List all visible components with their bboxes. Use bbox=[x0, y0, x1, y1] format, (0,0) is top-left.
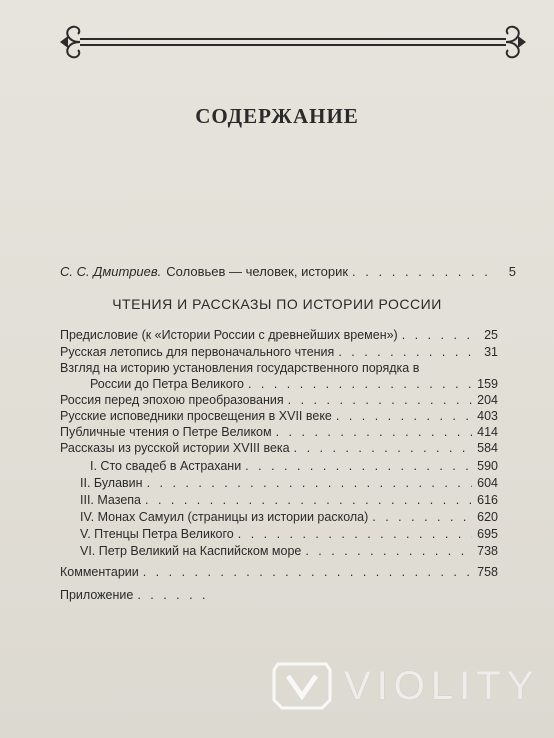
toc-entry bbox=[60, 409, 498, 423]
intro-page-number: 5 bbox=[508, 264, 516, 279]
leader-dots bbox=[147, 476, 472, 490]
toc-entry-title: Комментарии bbox=[60, 565, 139, 579]
toc-entry-title: Русская летопись для первоначального чтения bbox=[60, 345, 335, 359]
toc-entry bbox=[80, 527, 498, 541]
leader-dots bbox=[145, 493, 472, 507]
leader-dots bbox=[238, 527, 472, 541]
toc-entry bbox=[90, 377, 498, 391]
leader-dots bbox=[137, 588, 214, 602]
toc-entry-title: VI. Петр Великий на Каспийском море bbox=[80, 544, 302, 558]
toc-entry-page: 604 bbox=[477, 476, 498, 490]
toc-entry bbox=[80, 476, 498, 490]
intro-entry bbox=[60, 264, 516, 279]
toc-entry bbox=[60, 328, 498, 342]
toc-entry-page: 695 bbox=[477, 527, 498, 541]
toc-entry bbox=[90, 459, 498, 473]
toc-entry-page: 25 bbox=[484, 328, 498, 342]
leader-dots bbox=[248, 377, 472, 391]
page-title: СОДЕРЖАНИЕ bbox=[195, 104, 359, 128]
toc-entry-title: I. Сто свадеб в Астрахани bbox=[90, 459, 242, 473]
leader-dots bbox=[336, 409, 472, 423]
intro-title: Соловьев — человек, историк bbox=[166, 264, 349, 279]
toc-entry-title: V. Птенцы Петра Великого bbox=[80, 527, 234, 541]
toc-entry-title: Россия перед эпохою преобразования bbox=[60, 393, 284, 407]
toc-entry-title: II. Булавин bbox=[80, 476, 143, 490]
leader-dots bbox=[288, 393, 472, 407]
toc-entry-page: 204 bbox=[477, 393, 498, 407]
leader-dots bbox=[372, 510, 472, 524]
toc-entry bbox=[60, 565, 498, 579]
leader-dots bbox=[245, 459, 472, 473]
toc-entry-title: Русские исповедники просвещения в XVII веке bbox=[60, 409, 332, 423]
toc-entry-title: Предисловие (к «Истории России с древнейших времен») bbox=[60, 328, 398, 342]
watermark-text: VIOLITY bbox=[344, 663, 540, 708]
toc-entry bbox=[60, 588, 240, 602]
toc-entry bbox=[60, 393, 498, 407]
violity-logo-icon bbox=[270, 660, 334, 712]
toc-entry-page: 584 bbox=[477, 441, 498, 455]
toc-entry-page: 738 bbox=[477, 544, 498, 558]
toc-entry-title: Публичные чтения о Петре Великом bbox=[60, 425, 272, 439]
toc-entry-title: Приложение bbox=[60, 588, 134, 602]
toc-entry-page: 620 bbox=[477, 510, 498, 524]
toc-entry bbox=[60, 345, 498, 359]
leader-dots bbox=[352, 264, 490, 279]
toc-entry bbox=[80, 544, 498, 558]
intro-author: С. С. Дмитриев. bbox=[60, 264, 162, 279]
toc-entry-page: 414 bbox=[477, 425, 498, 439]
leader-dots bbox=[338, 345, 472, 359]
toc-entry bbox=[80, 493, 498, 507]
leader-dots bbox=[294, 441, 472, 455]
ornament-header-border bbox=[58, 20, 528, 62]
toc-entry bbox=[60, 425, 498, 439]
toc-entry-title: России до Петра Великого bbox=[90, 377, 244, 391]
toc-entry-title: IV. Монах Самуил (страницы из истории раскола) bbox=[80, 510, 369, 524]
leader-dots bbox=[276, 425, 472, 439]
toc-entry-page: 403 bbox=[477, 409, 498, 423]
leader-dots bbox=[402, 328, 472, 342]
leader-dots bbox=[143, 565, 472, 579]
toc-entry-page: 31 bbox=[484, 345, 498, 359]
leader-dots bbox=[305, 544, 472, 558]
toc-entry-title: III. Мазепа bbox=[80, 493, 141, 507]
toc-entry bbox=[60, 441, 498, 455]
toc-entry-page: 159 bbox=[477, 377, 498, 391]
section-title: ЧТЕНИЯ И РАССКАЗЫ ПО ИСТОРИИ РОССИИ bbox=[112, 296, 442, 312]
watermark bbox=[270, 656, 540, 716]
toc-entry-title: Рассказы из русской истории XVIII века bbox=[60, 441, 290, 455]
toc-entry bbox=[80, 510, 498, 524]
toc-entry-page: 590 bbox=[477, 459, 498, 473]
toc-entry-page: 616 bbox=[477, 493, 498, 507]
toc-entry-title: Взгляд на историю установления государственного порядка в bbox=[60, 361, 420, 375]
toc-entry-page: 758 bbox=[477, 565, 498, 579]
